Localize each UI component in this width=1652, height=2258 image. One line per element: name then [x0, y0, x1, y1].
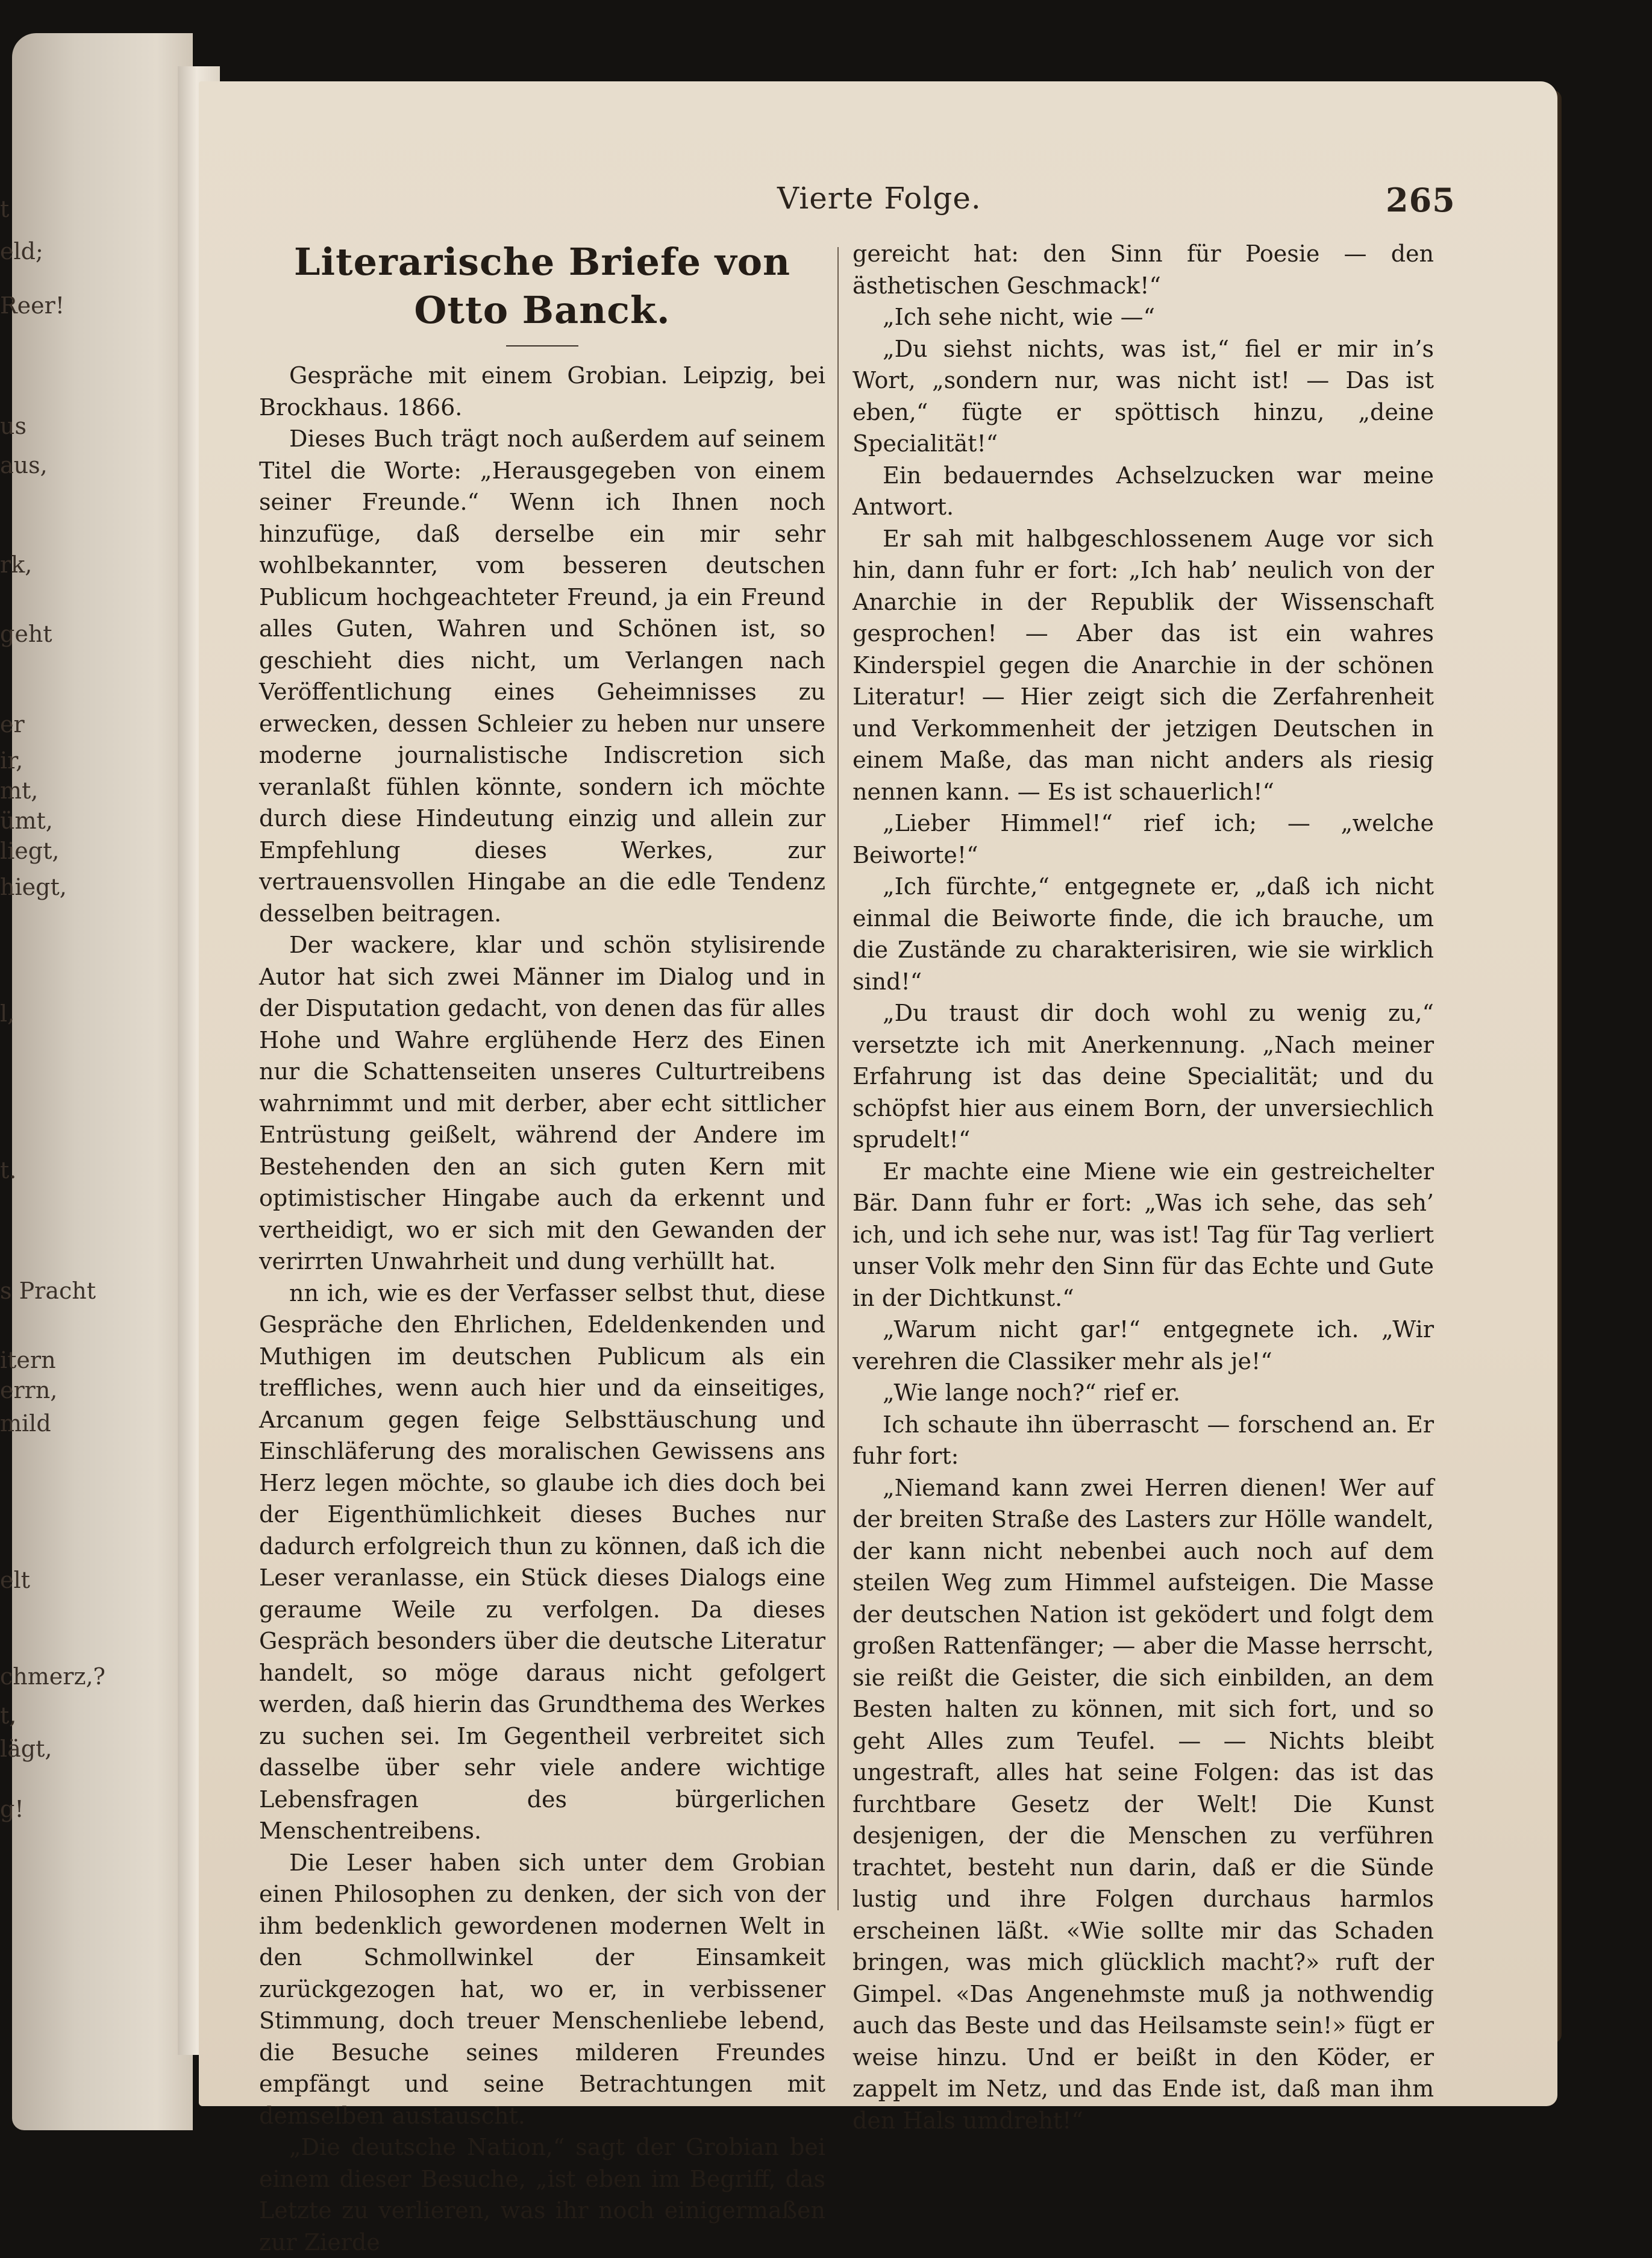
paragraph: Ein bedauerndes Achselzucken war meine Antwort.	[853, 462, 1434, 520]
left-fragment: mt,	[0, 777, 39, 804]
left-fragment: g!	[0, 1796, 24, 1822]
paragraph: Er machte eine Miene wie ein gestreichelter Bär. Dann fuhr er fort: „Was ich sehe, das seh’ ich, und ich sehe nur, was ist! Tag für Tag verliert unser Volk mehr den Sinn für das Echte und Gute in der Dichtkunst.“	[853, 1158, 1434, 1311]
left-fragment: t	[0, 196, 10, 222]
left-fragment: liegt,	[0, 838, 60, 864]
paragraph: Ich schaute ihn überrascht — forschend an. Er fuhr fort:	[853, 1411, 1434, 1469]
paragraph: Gespräche mit einem Grobian. Leipzig, bei Brockhaus. 1866.	[259, 362, 825, 421]
left-fragment: rk,	[0, 551, 33, 578]
paragraph: „Ich fürchte,“ entgegnete er, „daß ich nicht einmal die Beiworte finde, die ich brauche, um die Zustände zu charakterisiren, wie sie wirklich sind!“	[853, 873, 1434, 995]
paragraph: „Ich sehe nicht, wie —“	[883, 304, 1156, 330]
left-fragment: ir,	[0, 747, 23, 774]
paragraph: „Du siehst nichts, was ist,“ fiel er mir in’s Wort, „sondern nur, was nicht ist! — Das ist eben,“ fügte er spöttisch hinzu, „deine Specialität!“	[853, 335, 1434, 457]
left-fragment: eld;	[0, 238, 43, 265]
left-fragment: t.	[0, 1157, 17, 1184]
left-fragment: l,	[0, 1000, 15, 1027]
left-column	[259, 238, 825, 2258]
paragraph: Dieses Buch trägt noch außerdem auf seinem Titel die Worte: „Herausgegeben von einem seiner Freunde.“ Wenn ich Ihnen noch hinzufüge, daß derselbe ein mir sehr wohlbekannter, vom besseren deutschen Publicum hochgeachteter Freund, ja ein Freund alles Guten, Wahren und Schönen ist, so geschieht dies nicht, um Verlangen nach Veröffentlichung eines Geheimnisses zu erwecken, dessen Schleier zu heben nur unsere moderne journalistische Indiscretion sich veranlaßt fühlen könnte, sondern ich möchte durch diese Hindeutung einzig und allein zur Empfehlung dieses Werkes, zur vertrauensvollen Hingabe an die edle Tendenz desselben beitragen.	[259, 425, 825, 927]
left-fragment: errn,	[0, 1377, 58, 1403]
paragraph: Der wackere, klar und schön stylisirende Autor hat sich zwei Männer im Dialog und in der Disputation gedacht, von denen das für alles Hohe und Wahre erglühende Herz des Einen nur die Schattenseiten unseres Culturtreibens wahrnimmt und mit derber, aber echt sittlicher Entrüstung geißelt, während der Andere im Bestehenden den an sich guten Kern mit optimistischer Hingabe auch da erkennt und vertheidigt, wo er sich mit den Gewanden der verirrten Unwahrheit und dung verhüllt hat.	[259, 932, 825, 1275]
paragraph: „Warum nicht gar!“ entgegnete ich. „Wir verehren die Classiker mehr als je!“	[853, 1316, 1434, 1375]
left-fragment: s Pracht	[0, 1278, 96, 1304]
left-fragment: hiegt,	[0, 874, 67, 900]
page-number: 265	[1386, 181, 1456, 219]
left-page-text-fragments	[0, 0, 105, 2198]
paragraph: Die Leser haben sich unter dem Grobian einen Philosophen zu denken, der sich von der ihm bedenklich gewordenen modernen Welt in den Schmollwinkel der Einsamkeit zurückgezogen hat, wo er, in verbissener Stimmung, doch treuer Menschenliebe lebend, die Besuche seines milderen Freundes empfängt und seine Betrachtungen mit demselben austauscht.	[259, 1849, 825, 2129]
left-fragment: er	[0, 711, 25, 738]
title-rule	[506, 345, 578, 347]
paragraph: gereicht hat: den Sinn für Poesie — den ästhetischen Geschmack!“	[853, 240, 1434, 299]
left-fragment: mild	[0, 1410, 51, 1437]
left-fragment: us	[0, 413, 27, 439]
paragraph: „Die deutsche Nation,“ sagt der Grobian bei einem dieser Besuche, „ist eben im Begriff, das Letzte zu verlieren, was ihr noch einigermaßen zur Zierde	[259, 2134, 825, 2256]
left-fragment: t,	[0, 1702, 17, 1729]
left-fragment: itern	[0, 1347, 56, 1373]
article-title: Literarische Briefe von Otto Banck.	[293, 240, 791, 332]
left-fragment: geht	[0, 621, 52, 647]
paragraph: „Wie lange noch?“ rief er.	[883, 1379, 1181, 1406]
paragraph: „Du traust dir doch wohl zu wenig zu,“ versetzte ich mit Anerkennung. „Nach meiner Erfahrung ist das deine Specialität; und du schöpfst hier aus einem Born, der unversiechlich sprudelt!“	[853, 1000, 1434, 1153]
paragraph: nn ich, wie es der Verfasser selbst thut, diese Gespräche den Ehrlichen, Edeldenkenden und Muthigen im deutschen Publicum als ein treffliches, wenn auch hier und da einseitiges, Arcanum gegen feige Selbsttäuschung und Einschläferung des moralischen Gewissens ans Herz legen möchte, so glaube ich dies doch bei der Eigenthümlichkeit dieses Buches nur dadurch erfolgreich thun zu können, daß ich die Leser veranlasse, ein Stück dieses Dialogs eine geraume Weile zu verfolgen. Da dieses Gespräch besonders über die deutsche Literatur handelt, so möge daraus nicht gefolgert werden, daß hierin das Grundthema des Werkes zu suchen sei. Im Gegentheil verbreitet sich dasselbe über sehr viele andere wichtige Lebensfragen des bürgerlichen Menschentreibens.	[259, 1279, 825, 1844]
left-fragment: aus,	[0, 452, 48, 478]
running-head-section: Vierte Folge.	[777, 181, 981, 216]
left-fragment: lägt,	[0, 1736, 52, 1762]
right-column	[853, 238, 1434, 2136]
left-fragment: elt	[0, 1567, 30, 1593]
left-fragment: ümt,	[0, 808, 53, 834]
paragraph: Er sah mit halbgeschlossenem Auge vor sich hin, dann fuhr er fort: „Ich hab’ neulich von der Anarchie in der Republik der Wissenschaft gesprochen! — Aber das ist ein wahres Kinderspiel gegen die Anarchie in der schönen Literatur! — Hier zeigt sich die Zerfahrenheit und Verkommenheit der jetzigen Deutschen in einem Maße, das man nicht anders als riesig nennen kann. — Es ist schauerlich!“	[853, 525, 1434, 805]
left-fragment: Reer!	[0, 292, 65, 319]
paragraph: „Lieber Himmel!“ rief ich; — „welche Beiworte!“	[853, 810, 1434, 868]
left-fragment: chmerz,?	[0, 1663, 105, 1690]
column-divider	[837, 247, 839, 1910]
paragraph: „Niemand kann zwei Herren dienen! Wer auf der breiten Straße des Lasters zur Hölle wandelt, der kann nicht nebenbei auch noch auf dem steilen Weg zum Himmel aufsteigen. Die Masse der deutschen Nation ist geködert und folgt dem großen Rattenfänger; — aber die Masse herrscht, sie reißt die Geister, die sich einbilden, an dem Besten halten zu können, mit sich fort, und so geht Alles zum Teufel. — — Nichts bleibt ungestraft, alles hat seine Folgen: das ist das furchtbare Gesetz der Welt! Die Kunst desjenigen, der die Menschen zu verführen trachtet, besteht nun darin, daß er die Sünde lustig und ihre Folgen durchaus harmlos erscheinen läßt. «Wie sollte mir das Schaden bringen, was mich glücklich macht?» ruft der Gimpel. «Das Angenehmste muß ja nothwendig auch das Beste und das Heilsamste sein!» fügt er weise hinzu. Und er beißt in den Köder, er zappelt im Netz, und das Ende ist, daß man ihm den Hals umdreht!“	[853, 1474, 1434, 2134]
